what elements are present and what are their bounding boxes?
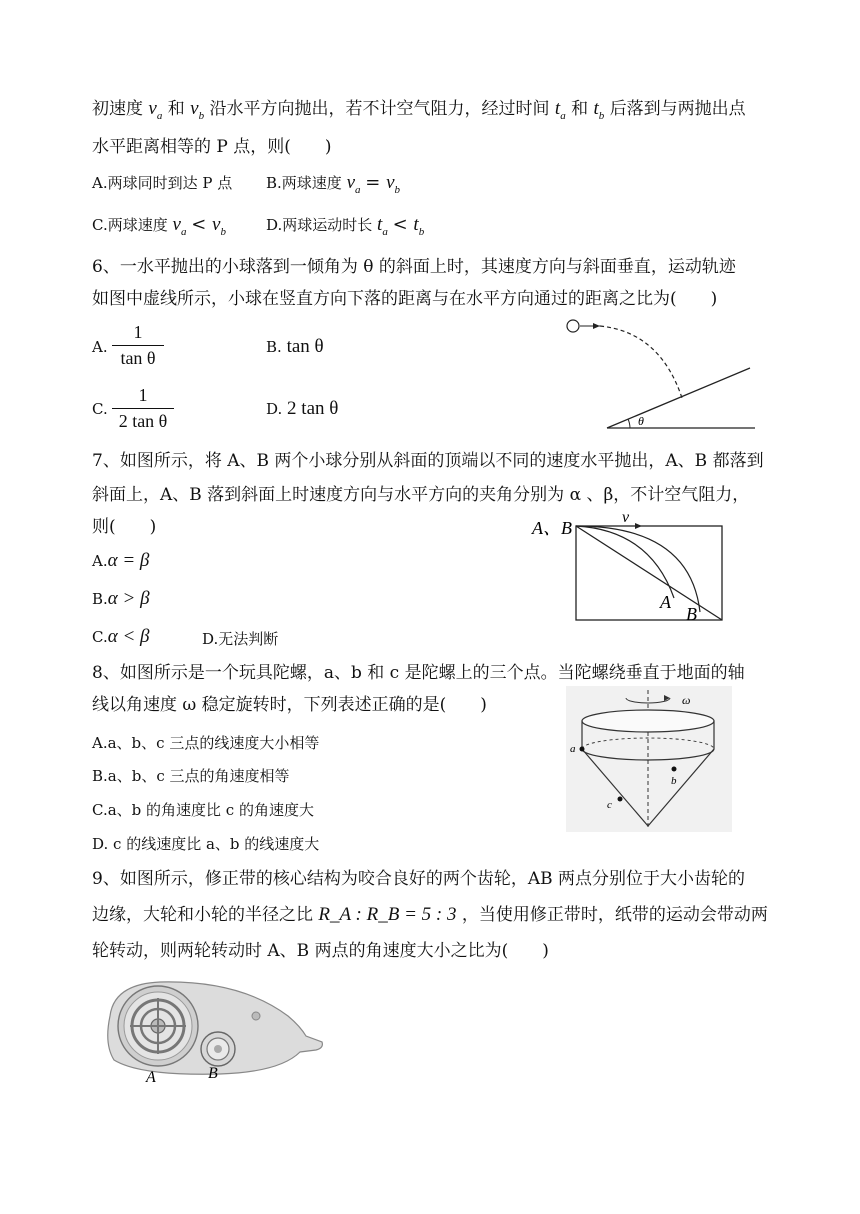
q6-incline-figure bbox=[560, 314, 760, 434]
svg-text:b: b bbox=[671, 775, 677, 787]
b-label: B bbox=[208, 1065, 218, 1082]
q5-option-d: D.两球运动时长 $t_a < t_b$ bbox=[266, 214, 425, 238]
q8-option-b: B.a、b、c 三点的角速度相等 bbox=[92, 767, 290, 785]
q9-correction-tape-figure bbox=[100, 976, 328, 1086]
a-label: A bbox=[660, 592, 671, 612]
q7-option-b: B.α > β bbox=[92, 588, 150, 609]
q5-option-c: C.两球速度 $v_a < v_b$ bbox=[92, 214, 226, 238]
q5-option-a: A.两球同时到达 P 点 bbox=[92, 174, 233, 192]
ball-icon bbox=[567, 320, 579, 332]
q8-line-2: 线以角速度 ω 稳定旋转时，下列表述正确的是( ) bbox=[92, 695, 487, 715]
q7-line-1: 7、如图所示，将 A、B 两个小球分别从斜面的顶端以不同的速度水平抛出，A、B 都落到 bbox=[92, 451, 764, 471]
omega-label: ω bbox=[682, 693, 691, 707]
q6-option-a-fraction: 1 tan θ bbox=[112, 322, 164, 369]
q7-option-a: A.α = β bbox=[92, 550, 150, 571]
q5-line-1: 初速度 $v_a$ 和 $v_b$ 沿水平方向抛出，若不计空气阻力，经过时间 $t_a$ 和 $t_b$ 后落到与两抛出点 bbox=[92, 98, 746, 122]
q7-line-2: 斜面上，A、B 落到斜面上时速度方向与水平方向的夹角分别为 α 、β，不计空气阻力， bbox=[92, 485, 750, 505]
q7-option-d: D.无法判断 bbox=[202, 630, 279, 648]
q8-option-d: D. c 的线速度比 a、b 的线速度大 bbox=[92, 835, 320, 853]
q8-line-1: 8、如图所示是一个玩具陀螺，a、b 和 c 是陀螺上的三个点。当陀螺绕垂直于地面的轴 bbox=[92, 663, 745, 683]
q5-option-b: B.两球速度 $v_a = v_b$ bbox=[266, 172, 401, 196]
tb-symbol: $t_b$ bbox=[593, 98, 605, 122]
va-symbol: $v_a$ bbox=[148, 98, 163, 122]
q9-line-2: 边缘，大轮和小轮的半径之比 R_A : R_B = 5 : 3 ，当使用修正带时，纸带的运动会带动两 bbox=[92, 904, 768, 925]
q8-top-figure bbox=[566, 686, 732, 832]
q8-option-c: C.a、b 的角速度比 c 的角速度大 bbox=[92, 801, 314, 819]
theta-label: θ bbox=[638, 414, 644, 428]
q7-incline-figure bbox=[528, 504, 728, 626]
svg-text:a: a bbox=[570, 743, 576, 755]
vb-symbol: $v_b$ bbox=[190, 98, 205, 122]
q6-line-2: 如图中虚线所示，小球在竖直方向下落的距离与在水平方向通过的距离之比为( ) bbox=[92, 289, 718, 309]
q7-line-3: 则( ) bbox=[92, 517, 157, 537]
q9-line-1: 9、如图所示，修正带的核心结构为咬合良好的两个齿轮，AB 两点分别位于大小齿轮的 bbox=[92, 869, 745, 889]
q6-option-c-fraction: 1 2 tan θ bbox=[112, 385, 174, 432]
v-label: v bbox=[622, 509, 630, 526]
a-label: A bbox=[146, 1069, 156, 1086]
q6-line-1: 6、一水平抛出的小球落到一倾角为 θ 的斜面上时，其速度方向与斜面垂直，运动轨迹 bbox=[92, 257, 736, 277]
trajectory-a bbox=[576, 526, 674, 598]
radius-ratio: R_A : R_B = 5 : 3 bbox=[318, 904, 457, 925]
q6-option-a-label: A. bbox=[92, 338, 108, 356]
ab-label: A、B bbox=[532, 518, 572, 538]
point-b bbox=[672, 767, 677, 772]
q7-option-c: C.α < β bbox=[92, 626, 150, 647]
q9-line-3: 轮转动，则两轮转动时 A、B 两点的角速度大小之比为( ) bbox=[92, 941, 549, 961]
trajectory-b bbox=[576, 526, 700, 612]
q8-option-a: A.a、b、c 三点的线速度大小相等 bbox=[92, 734, 320, 752]
b-label: B bbox=[686, 604, 697, 624]
point-c bbox=[618, 797, 623, 802]
svg-text:c: c bbox=[607, 799, 612, 811]
top-cap bbox=[582, 710, 714, 732]
q6-option-b: B. tan θ bbox=[266, 336, 324, 357]
q6-option-d: D. 2 tan θ bbox=[266, 398, 339, 419]
trajectory-line bbox=[600, 326, 682, 398]
point-a bbox=[580, 747, 585, 752]
q5-text: 初速度 bbox=[92, 99, 143, 119]
ta-symbol: $t_a$ bbox=[554, 98, 566, 122]
incline-diagonal bbox=[576, 526, 722, 620]
q6-option-c-label: C. bbox=[92, 400, 108, 418]
q5-line-2: 水平距离相等的 P 点，则( ) bbox=[92, 137, 332, 157]
